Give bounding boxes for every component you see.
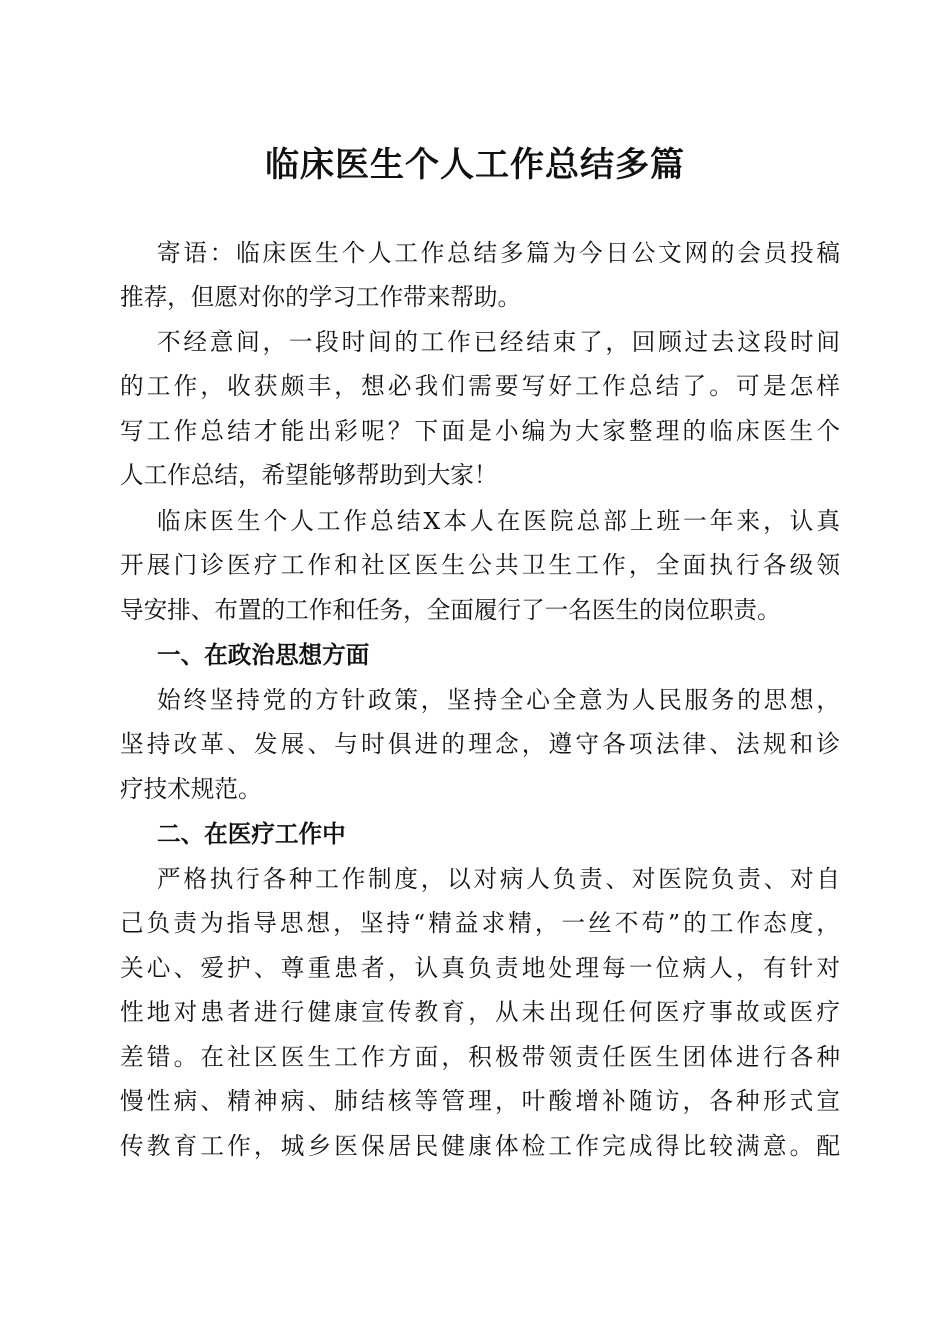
paragraph-line: 坚持改革、发展、与时俱进的理念，遵守各项法律、法规和诊 [120, 730, 840, 758]
paragraph-line: 的工作，收获颇丰，想必我们需要写好工作总结了。可是怎样 [120, 372, 840, 400]
paragraph-line: 寄语：临床医生个人工作总结多篇为今日公文网的会员投稿 [157, 239, 840, 267]
paragraph-line: 人工作总结，希望能够帮助到大家！ [120, 461, 498, 489]
paragraph-line: 严格执行各种工作制度，以对病人负责、对医院负责、对自 [157, 865, 840, 893]
paragraph-line: 疗技术规范。 [120, 775, 262, 803]
paragraph-line: 导安排、布置的工作和任务，全面履行了一名医生的岗位职责。 [120, 596, 781, 624]
section-heading: 一、在政治思想方面 [157, 641, 370, 669]
paragraph-line: 不经意间，一段时间的工作已经结束了，回顾过去这段时间 [157, 328, 840, 356]
paragraph-line: 慢性病、精神病、肺结核等管理，叶酸增补随访，各种形式宣 [120, 1087, 840, 1115]
paragraph-line: 差错。在社区医生工作方面，积极带领责任医生团体进行各种 [120, 1043, 840, 1071]
paragraph-line: 传教育工作，城乡医保居民健康体检工作完成得比较满意。配 [120, 1132, 840, 1160]
paragraph-line: 始终坚持党的方针政策，坚持全心全意为人民服务的思想， [157, 686, 840, 714]
paragraph-line: 写工作总结才能出彩呢？下面是小编为大家整理的临床医生个 [120, 417, 840, 445]
section-heading: 二、在医疗工作中 [157, 820, 346, 848]
paragraph-line: 临床医生个人工作总结X本人在医院总部上班一年来，认真 [157, 507, 840, 535]
paragraph-line: 性地对患者进行健康宣传教育，从未出现任何医疗事故或医疗 [120, 998, 840, 1026]
paragraph-line: 开展门诊医疗工作和社区医生公共卫生工作，全面执行各级领 [120, 551, 840, 579]
document-title: 临床医生个人工作总结多篇 [265, 145, 685, 185]
paragraph-line: 推荐，但愿对你的学习工作带来帮助。 [120, 283, 522, 311]
paragraph-line: 己负责为指导思想，坚持“精益求精，一丝不苟”的工作态度， [120, 909, 840, 937]
paragraph-line: 关心、爱护、尊重患者，认真负责地处理每一位病人，有针对 [120, 954, 840, 982]
